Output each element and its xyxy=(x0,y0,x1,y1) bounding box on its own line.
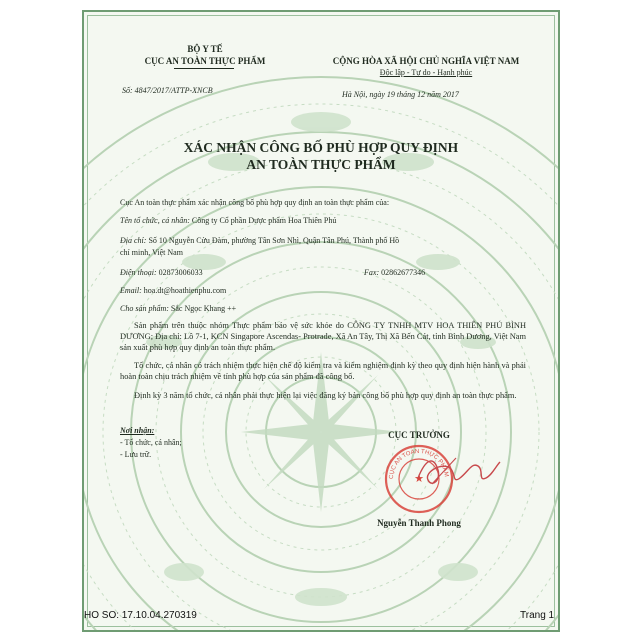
seal-text: CỤC AN TOÀN THỰC PHẨM xyxy=(388,448,449,480)
handwritten-signature xyxy=(412,448,504,494)
email-row xyxy=(120,286,226,296)
header-left-underline xyxy=(174,68,234,69)
document-number: Số: 4847/2017/ATTP-XNCB xyxy=(122,86,213,95)
signer-name: Nguyễn Thanh Phong xyxy=(377,518,461,528)
organization-label: Tên tổ chức, cá nhân: xyxy=(120,216,190,225)
address-label: Địa chỉ: xyxy=(120,236,147,245)
recipients-label: Nơi nhận: xyxy=(120,426,155,435)
nation-title: CỘNG HÒA XÃ HỘI CHỦ NGHĨA VIỆT NAM xyxy=(332,56,520,66)
page-number: Trang 1 xyxy=(520,610,555,621)
product-value: Sắc Ngọc Khang ++ xyxy=(170,304,237,313)
star-icon: ★ xyxy=(414,472,424,485)
address-row xyxy=(120,236,399,246)
signer-title: CỤC TRƯỞNG xyxy=(388,430,450,440)
ministry-name: BỘ Y TẾ xyxy=(187,44,223,54)
address-value: Số 10 Nguyễn Cửu Đàm, phường Tân Sơn Nhì, Quận Tân Phú, Thành phố Hồ xyxy=(148,236,400,245)
address-value-continued: chí minh, Việt Nam xyxy=(120,248,183,257)
fax-label: Fax: xyxy=(364,268,380,277)
organization-value: Công ty Cổ phần Dược phẩm Hoa Thiên Phú xyxy=(191,216,337,225)
phone-row xyxy=(120,268,203,278)
responsibility-paragraph: Tổ chức, cá nhân có trách nhiệm thực hiện chế độ kiểm tra và kiểm nghiệm định kỳ theo quy định hiện hành và phải hoàn toàn chịu trách nhiệm về tính phù hợp của sản phẩm đã công bố. xyxy=(120,361,526,382)
intro-text: Cục An toàn thực phẩm xác nhận công bố phù hợp quy định an toàn thực phẩm của: xyxy=(120,198,390,207)
department-name: CỤC AN TOÀN THỰC PHẨM xyxy=(144,56,266,66)
renewal-paragraph: Định kỳ 3 năm tổ chức, cá nhân phải thực hiện lại việc đăng ký bản công bố phù hợp quy định an toàn thực phẩm. xyxy=(134,391,517,400)
recipient-item: - Lưu trữ. xyxy=(120,450,152,459)
document-title-line2: AN TOÀN THỰC PHẨM xyxy=(246,157,396,172)
phone-value: 02873006033 xyxy=(158,268,203,277)
product-row xyxy=(120,304,236,314)
nation-motto: Độc lập - Tự do - Hạnh phúc xyxy=(379,68,473,77)
fax-value: 02862677346 xyxy=(381,268,426,277)
issue-date: Hà Nội, ngày 19 tháng 12 năm 2017 xyxy=(342,90,459,99)
email-label: Email: xyxy=(120,286,142,295)
phone-label: Điện thoại: xyxy=(120,268,157,277)
recipient-item: - Tổ chức, cá nhân; xyxy=(120,438,182,447)
certificate-document xyxy=(82,10,560,632)
email-value: hoa.dt@hoathienphu.com xyxy=(143,286,227,295)
product-manufacturer-paragraph: Sản phẩm trên thuộc nhóm Thực phẩm bảo vệ sức khỏe do CÔNG TY TNHH MTV HOA THIÊN PHÚ BÌNH DƯƠNG; Địa chỉ: Lô 7-1, KCN Singapore Ascendas- Protrade, Xã An Tây, Thị Xã Bến Cát, tỉnh Bình Dương, Việt Nam sản xuất phù hợp quy định an toàn thực phẩm. xyxy=(120,321,526,353)
document-title-line1: XÁC NHẬN CÔNG BỐ PHÙ HỢP QUY ĐỊNH xyxy=(183,140,459,155)
organization-row xyxy=(120,216,336,226)
file-number: HO SO: 17.10.04.270319 xyxy=(84,610,197,621)
fax-row xyxy=(364,268,425,278)
product-label: Cho sản phẩm: xyxy=(120,304,169,313)
